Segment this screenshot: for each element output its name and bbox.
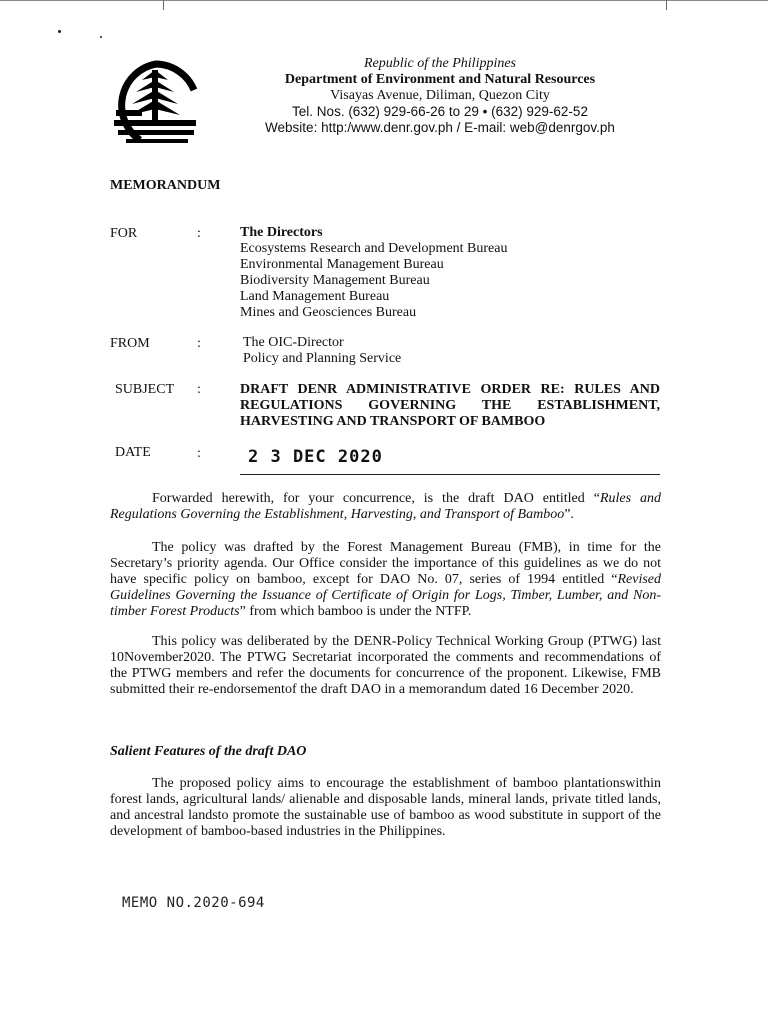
letterhead-website: Website: http:/www.denr.gov.ph / E-mail: web@denrgov.ph [265, 120, 615, 135]
for-recipients [240, 225, 507, 321]
letterhead [240, 56, 640, 136]
memo-number-stamp: MEMO NO.2020-694 [122, 895, 265, 911]
paragraph-text: ”. [564, 507, 574, 522]
date-label: DATE [115, 445, 151, 460]
paragraph-text: The policy was drafted by the Forest Management Bureau (FMB), in time for the Secretary’s priority agenda. Our Office consider the importance of this guidelines as we do not have specific policy on bamboo, except for DAO No. 07, series of 1994 entitled “ [110, 540, 661, 587]
sender-line: The OIC-Director [243, 335, 344, 350]
scan-speck [100, 36, 102, 38]
subject-line: REGULATIONS GOVERNING THE ESTABLISHMENT, [240, 398, 660, 413]
subject-line: DRAFT DENR ADMINISTRATIVE ORDER RE: RULES AND [240, 382, 660, 397]
header-divider [240, 474, 660, 475]
subject-label: SUBJECT [115, 382, 175, 397]
colon: : [197, 336, 201, 351]
for-title: The Directors [240, 225, 323, 240]
letterhead-telephone: Tel. Nos. (632) 929-66-26 to 29 • (632) 929-62-52 [292, 104, 588, 119]
from-sender [243, 335, 401, 367]
sender-line: Policy and Planning Service [243, 351, 402, 366]
scan-top-edge [0, 0, 768, 5]
letterhead-address: Visayas Avenue, Diliman, Quezon City [330, 88, 550, 103]
subject-line: HARVESTING AND TRANSPORT OF BAMBOO [240, 414, 546, 429]
colon: : [197, 226, 201, 241]
letterhead-department: Department of Environment and Natural Resources [284, 72, 596, 87]
colon: : [197, 446, 201, 461]
memo-title: MEMORANDUM [110, 178, 221, 193]
paragraph-text: Forwarded herewith, for your concurrence, is the draft DAO entitled “ [152, 491, 600, 506]
recipient-line: Ecosystems Research and Development Bureau [240, 241, 508, 256]
paragraph-policy-drafted [110, 540, 661, 620]
subject-text [240, 382, 660, 430]
letterhead-republic: Republic of the Philippines [363, 56, 517, 71]
paragraph-deliberation: This policy was deliberated by the DENR-Policy Technical Working Group (PTWG) last 10November2020. The PTWG Secretariat incorporated the comments and recommendations of the PTWG members and refer the documents for concurrence of the proponent. Likewise, FMB submitted their re-endorsementof the draft DAO in a memorandum dated 16 December 2020. [110, 634, 661, 697]
scan-mark [666, 0, 667, 10]
denr-logo [110, 60, 202, 148]
paragraph-proposed-policy: The proposed policy aims to encourage the establishment of bamboo plantationswithin forest lands, agricultural lands/ alienable and disposable lands, mineral lands, private titled lands, and ancestral landsto promote the sustainable use of bamboo as wood substitute in support of the development of bamboo-based industries in the Philippines. [110, 776, 661, 839]
for-label: FOR [110, 226, 138, 241]
recipient-line: Environmental Management Bureau [240, 257, 444, 272]
dao-title: Rules and Regulations Governing the Establishment, Harvesting, and Transport of Bamboo [110, 491, 661, 522]
scan-mark [163, 0, 164, 10]
paragraph-forwarded [110, 491, 661, 523]
paragraph-text: ” from which bamboo is under the NTFP. [239, 604, 472, 619]
colon: : [197, 382, 201, 397]
recipient-line: Biodiversity Management Bureau [240, 273, 430, 288]
from-label: FROM [110, 336, 150, 351]
scan-speck [58, 30, 61, 33]
recipient-line: Land Management Bureau [240, 289, 390, 304]
dao-1994-title: Revised Guidelines Governing the Issuance of Certificate of Origin for Logs, Timber, Lumber, and Non-timber Forest Products [110, 572, 661, 619]
recipient-line: Mines and Geosciences Bureau [240, 305, 417, 320]
date-stamp: 2 3 DEC 2020 [248, 447, 383, 467]
salient-features-heading: Salient Features of the draft DAO [110, 744, 307, 759]
